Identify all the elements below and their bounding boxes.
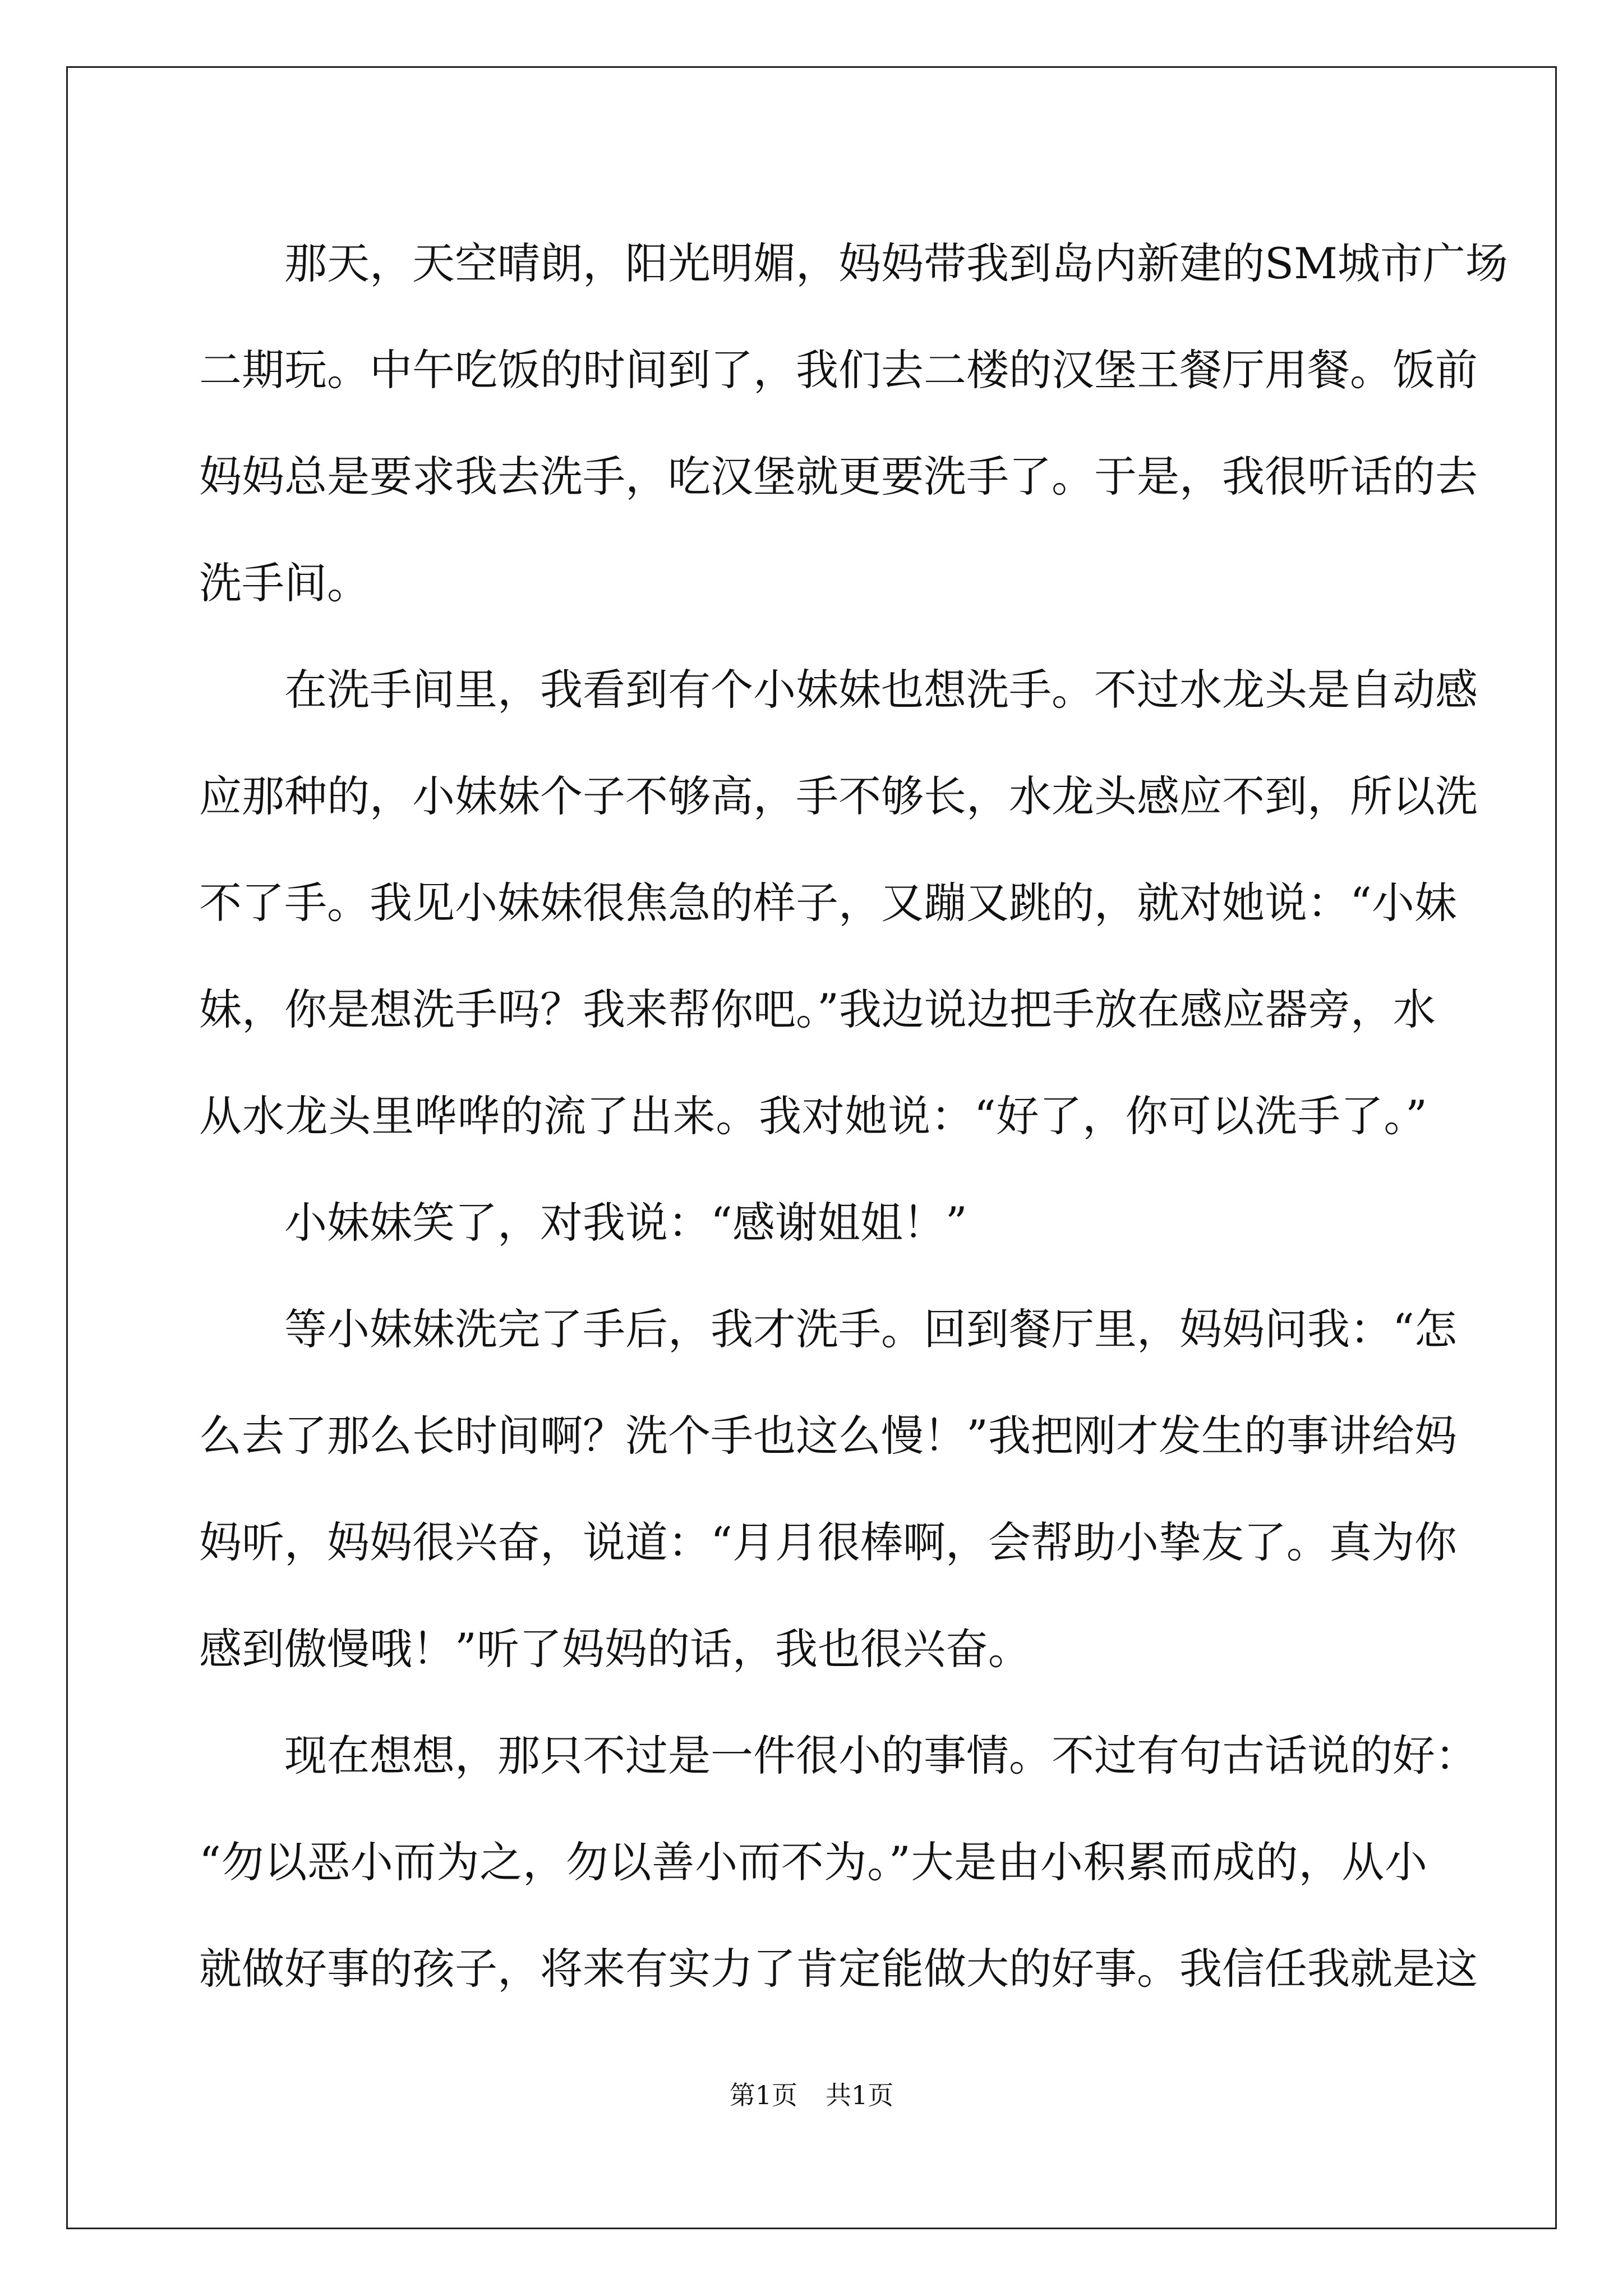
document-body xyxy=(199,210,1508,2022)
page-footer xyxy=(0,2078,1623,2112)
text-line: 妹，你是想洗手吗？我来帮你吧。”我边说边把手放在感应器旁，水 xyxy=(199,984,1436,1034)
text-line: 从水龙头里哗哗的流了出来。我对她说：“好了，你可以洗手了。” xyxy=(199,1091,1427,1141)
text-line: 就做好事的孩子，将来有实力了肯定能做大的好事。我信任我就是这 xyxy=(199,1944,1478,1994)
text-line: 洗手间。 xyxy=(199,558,370,608)
page-number: 第1页 xyxy=(729,2080,797,2110)
text-line: 二期玩。中午吃饭的时间到了，我们去二楼的汉堡王餐厅用餐。饭前 xyxy=(199,345,1478,395)
text-line: 在洗手间里，我看到有个小妹妹也想洗手。不过水龙头是自动感 xyxy=(284,665,1478,715)
text-line: 小妹妹笑了，对我说：“感谢姐姐！” xyxy=(284,1198,967,1248)
page-total: 共1页 xyxy=(826,2080,894,2110)
text-line: 妈妈总是要求我去洗手，吃汉堡就更要洗手了。于是，我很听话的去 xyxy=(199,452,1478,501)
text-line: 等小妹妹洗完了手后，我才洗手。回到餐厅里，妈妈问我：“怎 xyxy=(284,1304,1457,1354)
text-line: “勿以恶小而为之，勿以善小而不为。”大是由小积累而成的，从小 xyxy=(199,1837,1427,1887)
text-line: 那天，天空晴朗，阳光明媚，妈妈带我到岛内新建的SM城市广场 xyxy=(284,238,1508,288)
text-line: 应那种的，小妹妹个子不够高，手不够长，水龙头感应不到，所以洗 xyxy=(199,771,1478,821)
text-line: 么去了那么长时间啊？洗个手也这么慢！”我把刚才发生的事讲给妈 xyxy=(199,1411,1457,1461)
text-line: 现在想想，那只不过是一件很小的事情。不过有句古话说的好： xyxy=(284,1731,1478,1780)
text-line: 感到傲慢哦！”听了妈妈的话，我也很兴奋。 xyxy=(199,1624,1031,1674)
text-line: 不了手。我见小妹妹很焦急的样子，又蹦又跳的，就对她说：“小妹 xyxy=(199,878,1457,928)
text-line: 妈听，妈妈很兴奋，说道：“月月很棒啊，会帮助小挚友了。真为你 xyxy=(199,1517,1457,1567)
